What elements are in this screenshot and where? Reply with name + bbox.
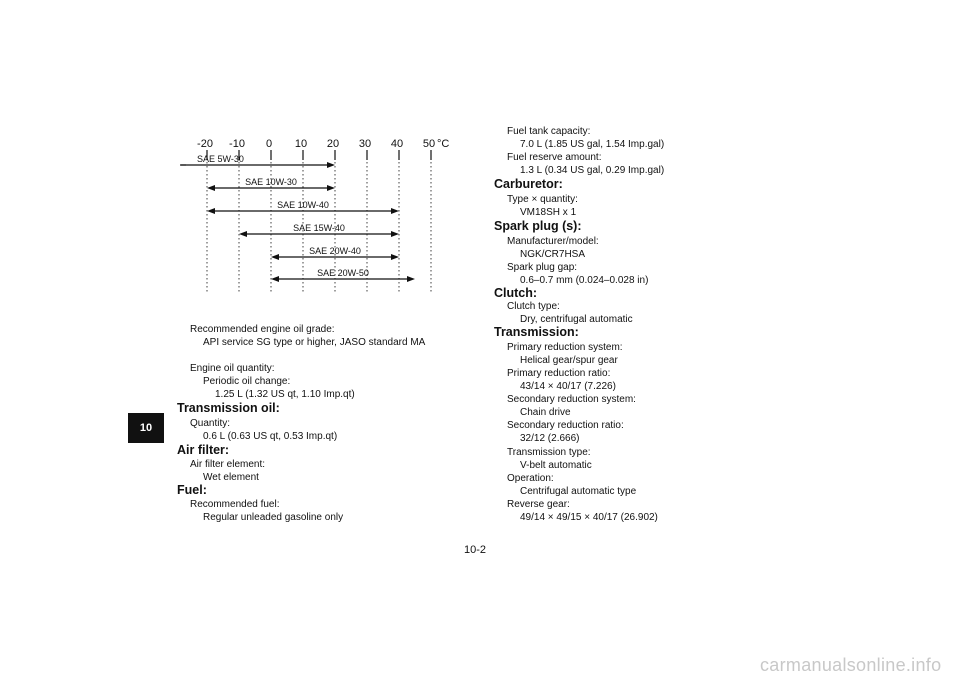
clutch-type-value: Dry, centrifugal automatic xyxy=(520,314,633,325)
transmission-oil-heading: Transmission oil: xyxy=(177,401,280,415)
tick-label: 20 xyxy=(326,138,340,150)
spark-plug-gap-value: 0.6–0.7 mm (0.024–0.028 in) xyxy=(520,275,649,286)
range-arrow-left xyxy=(207,185,215,191)
periodic-change-value: 1.25 L (1.32 US qt, 1.10 Imp.qt) xyxy=(215,389,355,400)
series-label: SAE 10W-30 xyxy=(245,177,297,187)
range-arrow-left xyxy=(271,254,279,260)
transmission-oil-quantity-value: 0.6 L (0.63 US qt, 0.53 Imp.qt) xyxy=(203,431,338,442)
carburetor-heading: Carburetor: xyxy=(494,177,563,191)
series-label: SAE 20W-40 xyxy=(309,246,361,256)
range-arrow-right xyxy=(327,185,335,191)
recommended-fuel-label: Recommended fuel: xyxy=(190,499,280,510)
secondary-reduction-system-value: Chain drive xyxy=(520,407,571,418)
spark-plug-model-value: NGK/CR7HSA xyxy=(520,249,586,260)
range-arrow-left xyxy=(207,208,215,214)
tick-label: 50 xyxy=(422,138,436,150)
transmission-type-label: Transmission type: xyxy=(507,447,591,458)
oil-grade-value: API service SG type or higher, JASO standard MA xyxy=(203,337,426,348)
range-arrow-right xyxy=(391,231,399,237)
spark-plug-gap-label: Spark plug gap: xyxy=(507,262,578,273)
tick-label: 40 xyxy=(390,138,404,150)
fuel-tank-value: 7.0 L (1.85 US gal, 1.54 Imp.gal) xyxy=(520,139,665,150)
tick-label: -10 xyxy=(229,138,245,150)
range-arrow-left xyxy=(239,231,247,237)
oil-viscosity-chart xyxy=(0,0,960,320)
air-filter-element-label: Air filter element: xyxy=(190,459,266,470)
page-number: 10-2 xyxy=(464,544,487,556)
oil-quantity-label: Engine oil quantity: xyxy=(190,363,275,374)
series-label: SAE 15W-40 xyxy=(293,223,345,233)
transmission-heading: Transmission: xyxy=(494,325,579,339)
carburetor-type-value: VM18SH x 1 xyxy=(520,207,577,218)
secondary-reduction-ratio-value: 32/12 (2.666) xyxy=(520,433,580,444)
tick-label: 30 xyxy=(358,138,372,150)
range-arrow-right xyxy=(327,162,335,168)
air-filter-element-value: Wet element xyxy=(203,472,259,483)
spark-plug-heading: Spark plug (s): xyxy=(494,219,582,233)
transmission-type-value: V-belt automatic xyxy=(520,460,592,471)
watermark: carmanualsonline.info xyxy=(760,655,942,675)
oil-grade-label: Recommended engine oil grade: xyxy=(190,324,335,335)
range-arrow-right xyxy=(407,276,415,282)
tick-label: 10 xyxy=(294,138,308,150)
primary-reduction-ratio-value: 43/14 × 40/17 (7.226) xyxy=(520,381,616,392)
series-label: SAE 5W-30 xyxy=(197,154,244,164)
series-label: SAE 20W-50 xyxy=(317,268,369,278)
fuel-heading: Fuel: xyxy=(177,483,207,497)
operation-label: Operation: xyxy=(507,473,554,484)
periodic-change-label: Periodic oil change: xyxy=(203,376,291,387)
recommended-fuel-value: Regular unleaded gasoline only xyxy=(203,512,344,523)
range-arrow-left xyxy=(271,276,279,282)
range-arrow-right xyxy=(391,208,399,214)
secondary-reduction-ratio-label: Secondary reduction ratio: xyxy=(507,420,624,431)
reverse-gear-value: 49/14 × 49/15 × 40/17 (26.902) xyxy=(520,512,658,523)
fuel-reserve-value: 1.3 L (0.34 US gal, 0.29 Imp.gal) xyxy=(520,165,665,176)
tick-label: -20 xyxy=(197,138,213,150)
spark-plug-model-label: Manufacturer/model: xyxy=(507,236,599,247)
fuel-reserve-label: Fuel reserve amount: xyxy=(507,152,602,163)
secondary-reduction-system-label: Secondary reduction system: xyxy=(507,394,636,405)
operation-value: Centrifugal automatic type xyxy=(520,486,637,497)
primary-reduction-system-value: Helical gear/spur gear xyxy=(520,355,618,366)
air-filter-heading: Air filter: xyxy=(177,443,230,457)
reverse-gear-label: Reverse gear: xyxy=(507,499,570,510)
primary-reduction-system-label: Primary reduction system: xyxy=(507,342,623,353)
series-label: SAE 10W-40 xyxy=(277,200,329,210)
transmission-oil-quantity-label: Quantity: xyxy=(190,418,231,429)
fuel-tank-label: Fuel tank capacity: xyxy=(507,126,591,137)
clutch-type-label: Clutch type: xyxy=(507,301,560,312)
primary-reduction-ratio-label: Primary reduction ratio: xyxy=(507,368,611,379)
chapter-tab: 10 xyxy=(128,413,164,443)
axis-unit-label: °C xyxy=(437,138,450,150)
clutch-heading: Clutch: xyxy=(494,286,538,300)
carburetor-type-label: Type × quantity: xyxy=(507,194,578,205)
tick-label: 0 xyxy=(265,138,273,150)
range-arrow-right xyxy=(391,254,399,260)
